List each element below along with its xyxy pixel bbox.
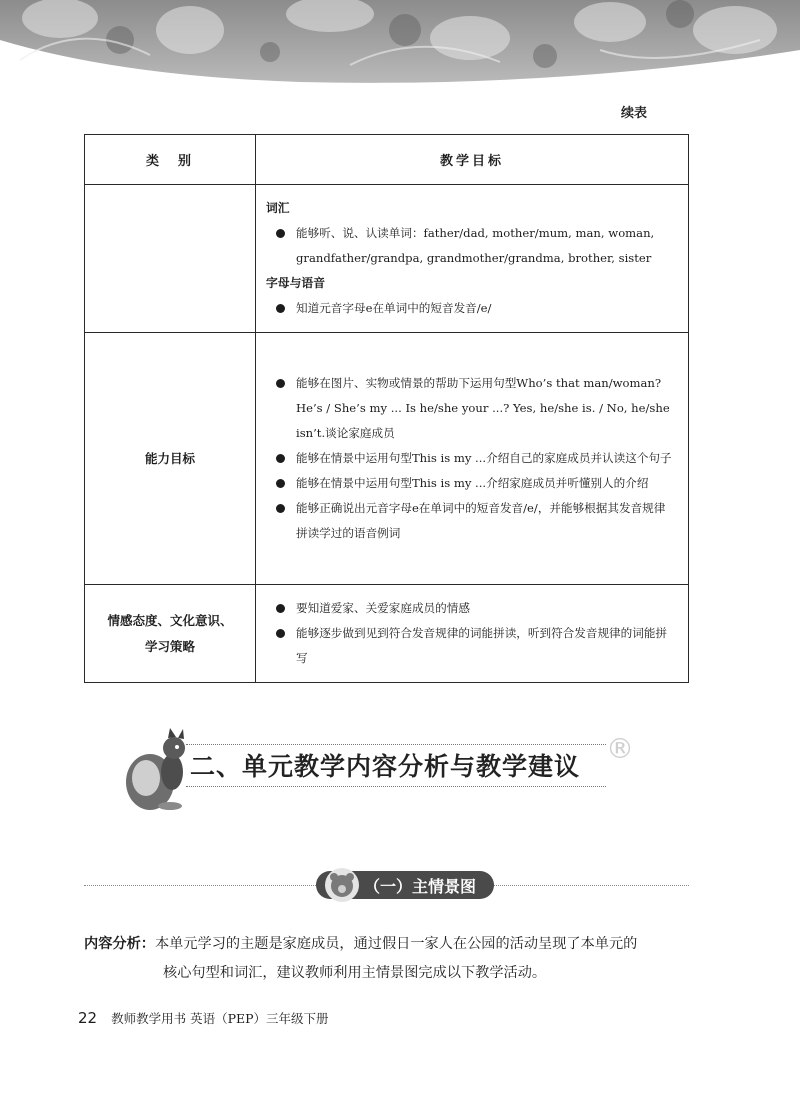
goal-cell xyxy=(256,185,689,333)
goal-cell xyxy=(256,333,689,585)
table-header-row xyxy=(85,135,689,185)
section-heading xyxy=(120,726,640,846)
list-item: 能够在情景中运用句型This is my ...介绍家庭成员并听懂别人的介绍 xyxy=(266,471,676,496)
subsection-dotted-line xyxy=(84,885,316,886)
list-item: 要知道爱家、关爱家庭成员的情感 xyxy=(266,596,676,621)
table-row xyxy=(85,333,689,585)
category-cell xyxy=(85,185,256,333)
subsection-title: （一）主情景图 xyxy=(364,877,477,896)
category-line: 情感态度、文化意识、 xyxy=(107,612,233,628)
list-item: 能够听、说、认读单词：father/dad, mother/mum, man, woman, grandfather/grandpa, grandmother/grandma, brother, sister xyxy=(266,221,676,271)
content-analysis xyxy=(84,930,704,988)
page-footer xyxy=(78,1009,329,1027)
category-cell: 能力目标 xyxy=(85,333,256,585)
squirrel-icon xyxy=(120,726,200,816)
category-cell xyxy=(85,585,256,683)
book-title: 教师教学用书 英语（PEP）三年级下册 xyxy=(111,1011,329,1026)
phonics-heading: 字母与语音 xyxy=(266,276,325,290)
goal-cell xyxy=(256,585,689,683)
list-item: 能够正确说出元音字母e在单词中的短音发音/e/，并能够根据其发音规律拼读学过的语音例词 xyxy=(266,496,676,546)
section-dotted-line xyxy=(186,786,606,787)
decorative-banner xyxy=(0,0,800,92)
content-line: 本单元学习的主题是家庭成员，通过假日一家人在公园的活动呈现了本单元的 xyxy=(154,936,638,952)
category-line: 学习策略 xyxy=(144,638,195,654)
section-title: 二、单元教学内容分析与教学建议 xyxy=(190,752,581,781)
registered-mark: ® xyxy=(606,732,634,765)
objectives-header: 教学目标 xyxy=(256,135,689,185)
continued-label: 续表 xyxy=(621,106,648,121)
vocab-heading: 词汇 xyxy=(266,201,290,215)
table-row xyxy=(85,585,689,683)
objectives-table xyxy=(84,134,689,683)
list-item: 能够在情景中运用句型This is my ...介绍自己的家庭成员并认读这个句子 xyxy=(266,446,676,471)
table-row xyxy=(85,185,689,333)
content-label: 内容分析： xyxy=(84,936,155,952)
page-number: 22 xyxy=(78,1009,98,1027)
bear-icon xyxy=(322,866,362,904)
category-header: 类 别 xyxy=(85,135,256,185)
content-line: 核心句型和词汇，建议教师利用主情景图完成以下教学活动。 xyxy=(163,965,547,981)
subsection-dotted-line xyxy=(494,885,689,886)
list-item: 能够逐步做到见到符合发音规律的词能拼读，听到符合发音规律的词能拼写 xyxy=(266,621,676,671)
list-item: 知道元音字母e在单词中的短音发音/e/ xyxy=(266,296,676,321)
section-dotted-line xyxy=(186,744,606,745)
list-item: 能够在图片、实物或情景的帮助下运用句型Who’s that man/woman? He’s / She’s my ... Is he/she your ...? Yes, he/she is. / No, he/she isn’t.谈论家庭成员 xyxy=(266,371,676,446)
